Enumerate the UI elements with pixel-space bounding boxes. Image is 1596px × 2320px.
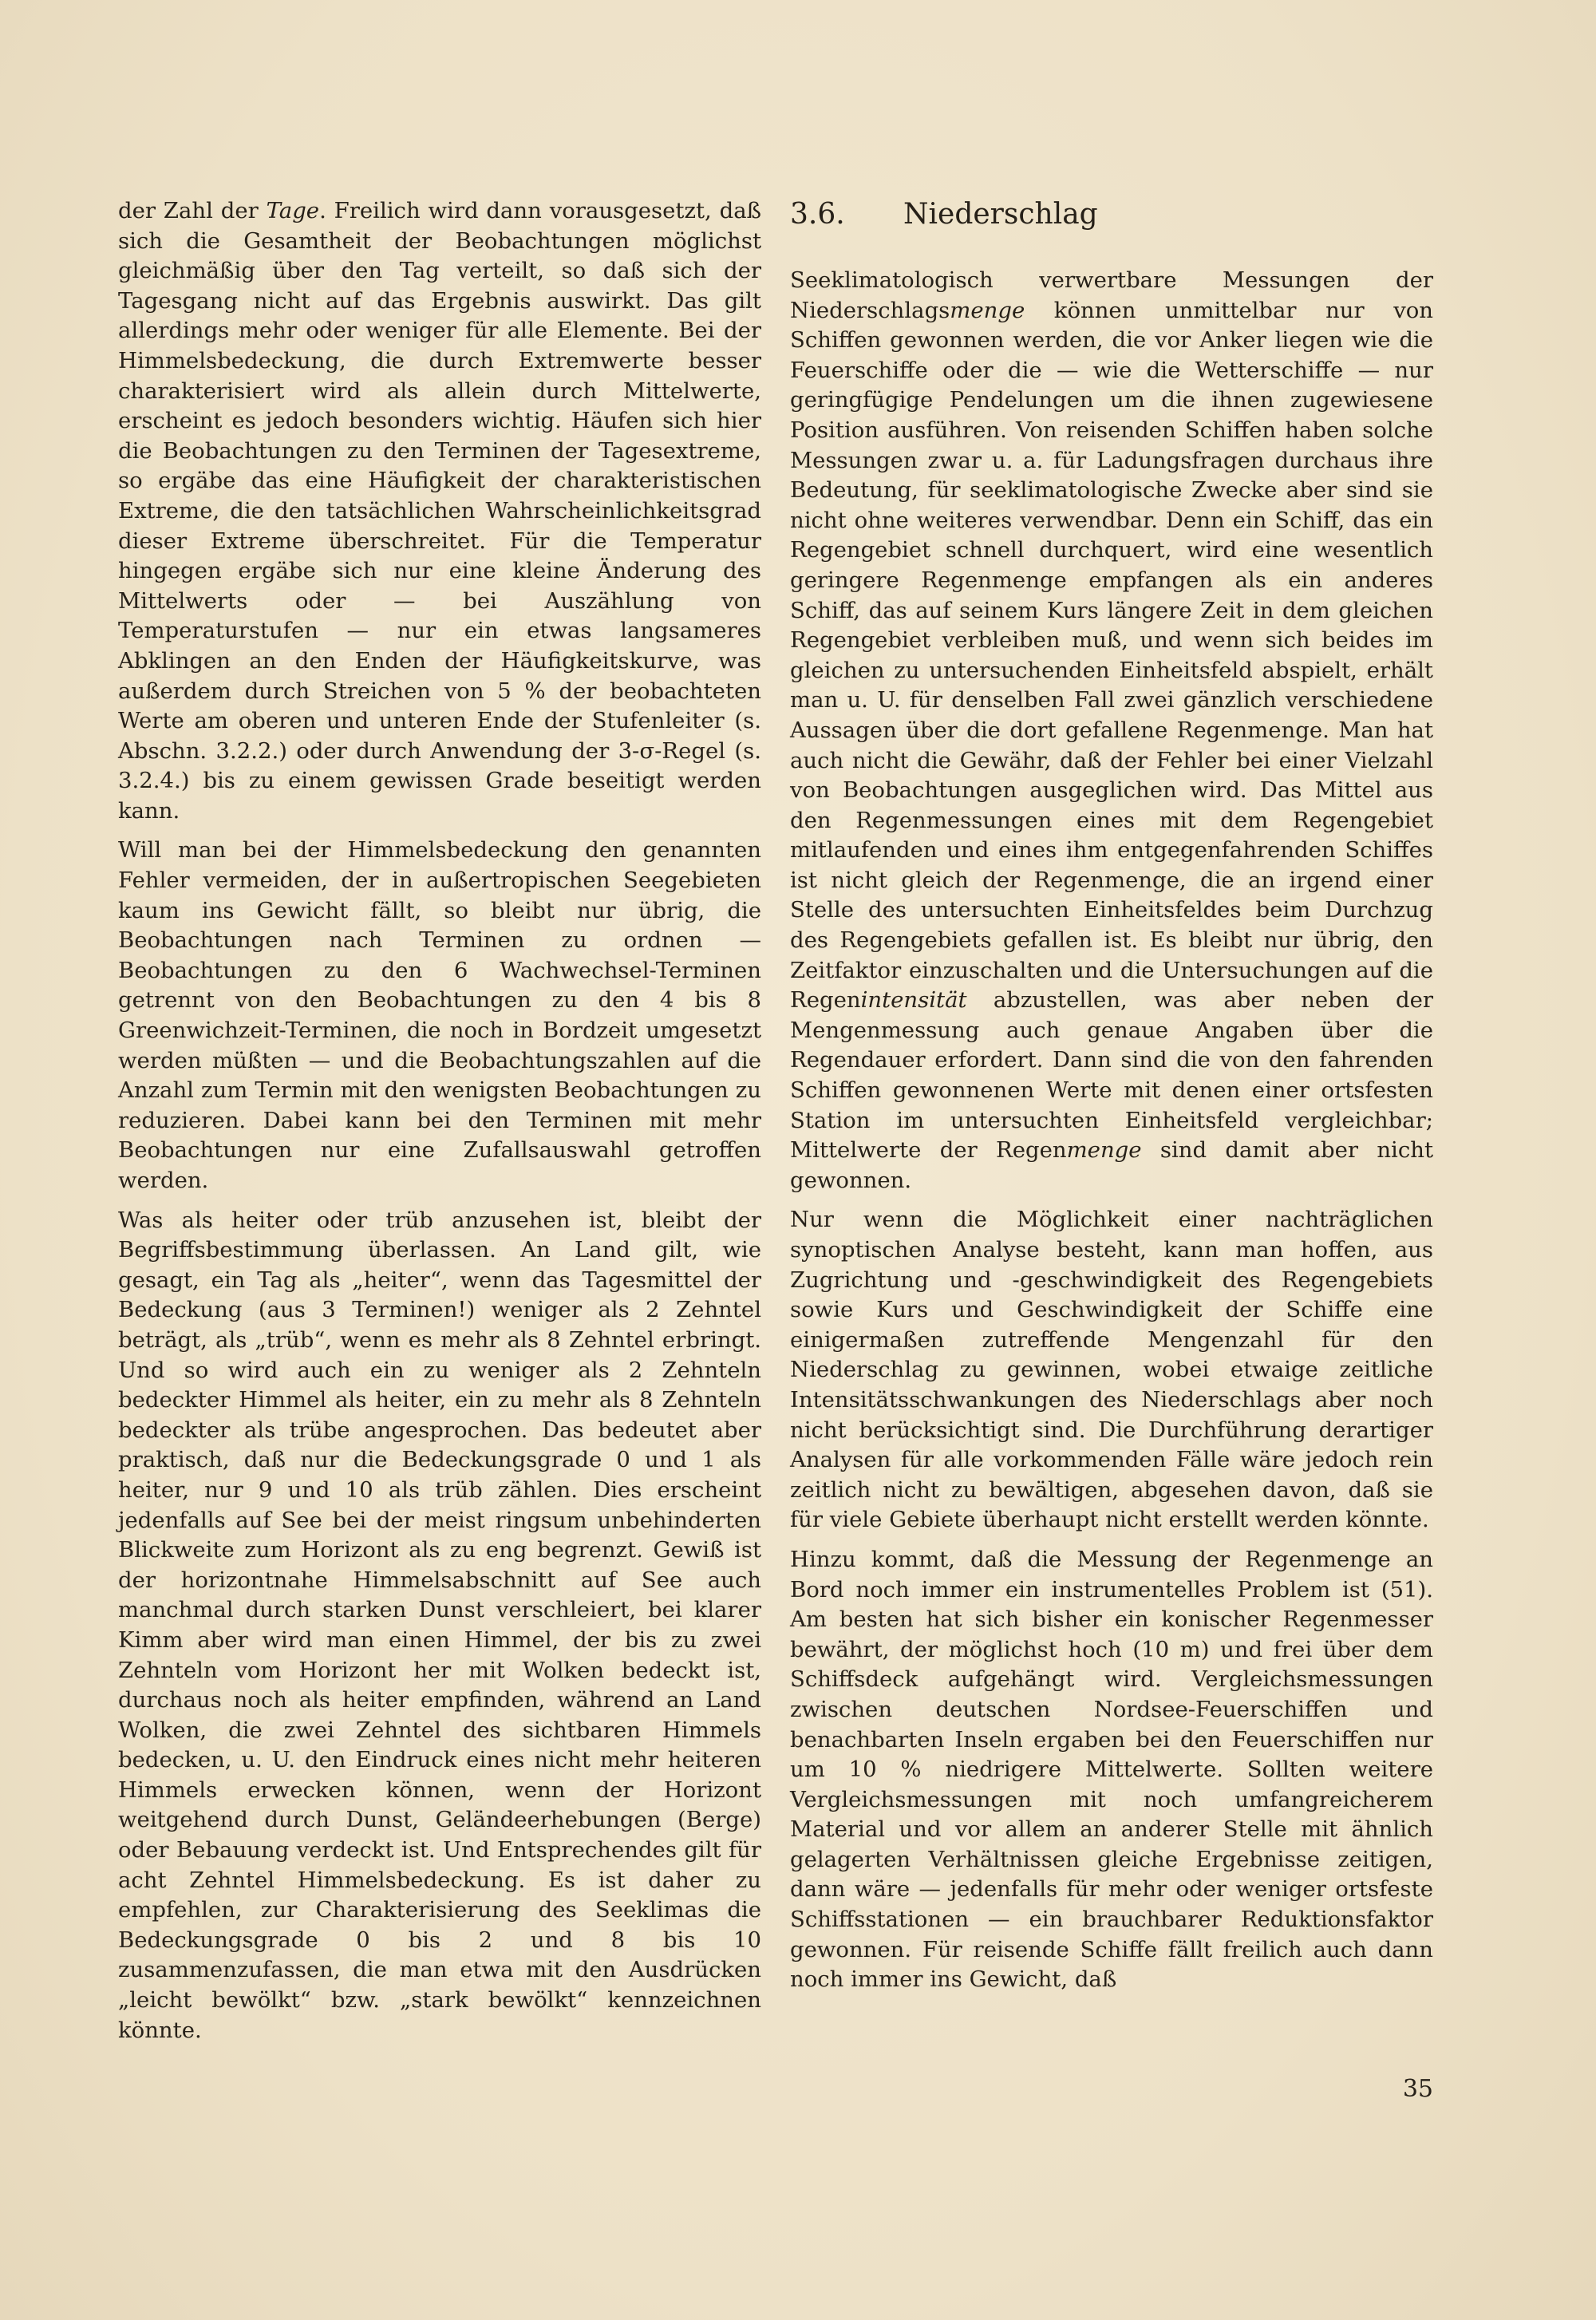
page-number: 35 <box>1402 2075 1433 2103</box>
left-paragraph-1: der Zahl der Tage. Freilich wird dann vorausgesetzt, daß sich die Gesamtheit der Beobachtungen möglichst gleichmäßig über den Tag verteilt, so daß sich der Tagesgang nicht auf das Ergebnis auswirkt. Das gilt allerdings mehr oder weniger für alle Elemente. Bei der Himmelsbedeckung, die durch Extremwerte besser charakterisiert wird als allein durch Mittelwerte, erscheint es jedoch besonders wichtig. Häufen sich hier die Beobachtungen zu den Terminen der Tagesextreme, so ergäbe das eine Häufigkeit der charakteristischen Extreme, die den tatsächlichen Wahrscheinlichkeitsgrad dieser Extreme überschreitet. Für die Temperatur hingegen ergäbe sich nur eine kleine Änderung des Mittelwerts oder — bei Auszählung von Temperaturstufen — nur ein etwas langsameres Abklingen an den Enden der Häufigkeitskurve, was außerdem durch Streichen von 5 % der beobachteten Werte am oberen und unteren Ende der Stufenleiter (s. Abschn. 3.2.2.) oder durch Anwendung der 3-σ-Regel (s. 3.2.4.) bis zu einem gewissen Grade beseitigt werden kann. <box>118 198 761 824</box>
left-paragraph-3: Was als heiter oder trüb anzusehen ist, bleibt der Begriffsbestimmung überlassen. An Land gilt, wie gesagt, ein Tag als „heiter“, wenn das Tagesmittel der Bedeckung (aus 3 Terminen!) weniger als 2 Zehntel beträgt, als „trüb“, wenn es mehr als 8 Zehntel erbringt. Und so wird auch ein zu weniger als 2 Zehnteln bedeckter Himmel als heiter, ein zu mehr als 8 Zehnteln bedeckter als trübe angesprochen. Das bedeutet aber praktisch, daß nur die Bedeckungsgrade 0 und 1 als heiter, nur 9 und 10 als trüb zählen. Dies erscheint jedenfalls auf See bei der meist ringsum unbehinderten Blickweite zum Horizont als zu eng begrenzt. Gewiß ist der horizontnahe Himmelsabschnitt auf See auch manchmal durch starken Dunst verschleiert, bei klarer Kimm aber wird man einen Himmel, der bis zu zwei Zehnteln vom Horizont her mit Wolken bedeckt ist, durchaus noch als heiter empfinden, während an Land Wolken, die zwei Zehntel des sichtbaren Himmels bedecken, u. U. den Eindruck eines nicht mehr heiteren Himmels erwecken können, wenn der Horizont weitgehend durch Dunst, Geländeerhebungen (Berge) oder Bebauung verdeckt ist. Und Entsprechendes gilt für acht Zehntel Himmelsbedeckung. Es ist daher zu empfehlen, zur Charakterisierung des Seeklimas die Bedeckungsgrade 0 bis 2 und 8 bis 10 zusammenzufassen, die man etwa mit den Ausdrücken „leicht bewölkt“ bzw. „stark bewölkt“ kennzeichnen könnte. <box>118 1207 761 2043</box>
section-number: 3.6. <box>790 198 845 231</box>
right-column <box>790 266 1433 2005</box>
section-title: Niederschlag <box>903 198 1098 231</box>
left-paragraph-2: Will man bei der Himmelsbedeckung den genannten Fehler vermeiden, der in außertropischen Seegebieten kaum ins Gewicht fällt, so bleibt nur übrig, die Beobachtungen nach Terminen zu ordnen — Beobachtungen zu den 6 Wachwechsel-Terminen getrennt von den Beobachtungen zu den 4 bis 8 Greenwichzeit-Terminen, die noch in Bordzeit umgesetzt werden müßten — und die Beobachtungszahlen auf die Anzahl zum Termin mit den wenigsten Beobachtungen zu reduzieren. Dabei kann bei den Terminen mit mehr Beobachtungen nur eine Zufallsauswahl getroffen werden. <box>118 837 761 1193</box>
right-paragraph-2: Nur wenn die Möglichkeit einer nachträglichen synoptischen Analyse besteht, kann man hoffen, aus Zugrichtung und -geschwindigkeit des Regengebiets sowie Kurs und Geschwindigkeit der Schiffe eine einigermaßen zutreffende Mengenzahl für den Niederschlag zu gewinnen, wobei etwaige zeitliche Intensitätsschwankungen des Niederschlags aber noch nicht berücksichtigt sind. Die Durchführung derartiger Analysen für alle vorkommenden Fälle wäre jedoch rein zeitlich nicht zu bewältigen, abgesehen davon, daß sie für viele Gebiete überhaupt nicht erstellt werden könnte. <box>790 1207 1433 1533</box>
left-column <box>118 196 761 2055</box>
right-paragraph-1: Seeklimatologisch verwertbare Messungen der Niederschlagsmenge können unmittelbar nur von Schiffen gewonnen werden, die vor Anker liegen wie die Feuerschiffe oder die — wie die Wetterschiffe — nur geringfügige Pendelungen um die ihnen zugewiesene Position ausführen. Von reisenden Schiffen haben solche Messungen zwar u. a. für Ladungsfragen durchaus ihre Bedeutung, für seeklimatologische Zwecke aber sind sie nicht ohne weiteres verwendbar. Denn ein Schiff, das ein Regengebiet schnell durchquert, wird eine wesentlich geringere Regenmenge empfangen als ein anderes Schiff, das auf seinem Kurs längere Zeit in dem gleichen Regengebiet verbleiben muß, und wenn sich beides im gleichen zu untersuchenden Einheitsfeld abspielt, erhält man u. U. für denselben Fall zwei gänzlich verschiedene Aussagen über die dort gefallene Regenmenge. Man hat auch nicht die Gewähr, daß der Fehler bei einer Vielzahl von Beobachtungen ausgeglichen wird. Das Mittel aus den Regenmessungen eines mit dem Regengebiet mitlaufenden und eines ihm entgegenfahrenden Schiffes ist nicht gleich der Regenmenge, die an irgend einer Stelle des untersuchten Einheitsfeldes beim Durchzug des Regengebiets gefallen ist. Es bleibt nur übrig, den Zeitfaktor einzuschalten und die Untersuchungen auf die Regenintensität abzustellen, was aber neben der Mengenmessung auch genaue Angaben über die Regendauer erfordert. Dann sind die von den fahrenden Schiffen gewonnenen Werte mit denen einer ortsfesten Station im untersuchten Einheitsfeld vergleichbar; Mittelwerte der Regenmenge sind damit aber nicht gewonnen. <box>790 267 1433 1193</box>
section-heading <box>790 196 1433 233</box>
right-paragraph-3: Hinzu kommt, daß die Messung der Regenmenge an Bord noch immer ein instrumentelles Problem ist (51). Am besten hat sich bisher ein konischer Regenmesser bewährt, der möglichst hoch (10 m) und frei über dem Schiffsdeck aufgehängt wird. Vergleichsmessungen zwischen deutschen Nordsee-Feuerschiffen und benachbarten Inseln ergaben bei den Feuerschiffen nur um 10 % niedrigere Mittelwerte. Sollten weitere Vergleichsmessungen mit noch umfangreicherem Material und vor allem an anderer Stelle mit ähnlich gelagerten Verhältnissen gleiche Ergebnisse zeitigen, dann wäre — jedenfalls für mehr oder weniger ortsfeste Schiffsstationen — ein brauchbarer Reduktionsfaktor gewonnen. Für reisende Schiffe fällt freilich auch dann noch immer ins Gewicht, daß <box>790 1546 1433 1993</box>
